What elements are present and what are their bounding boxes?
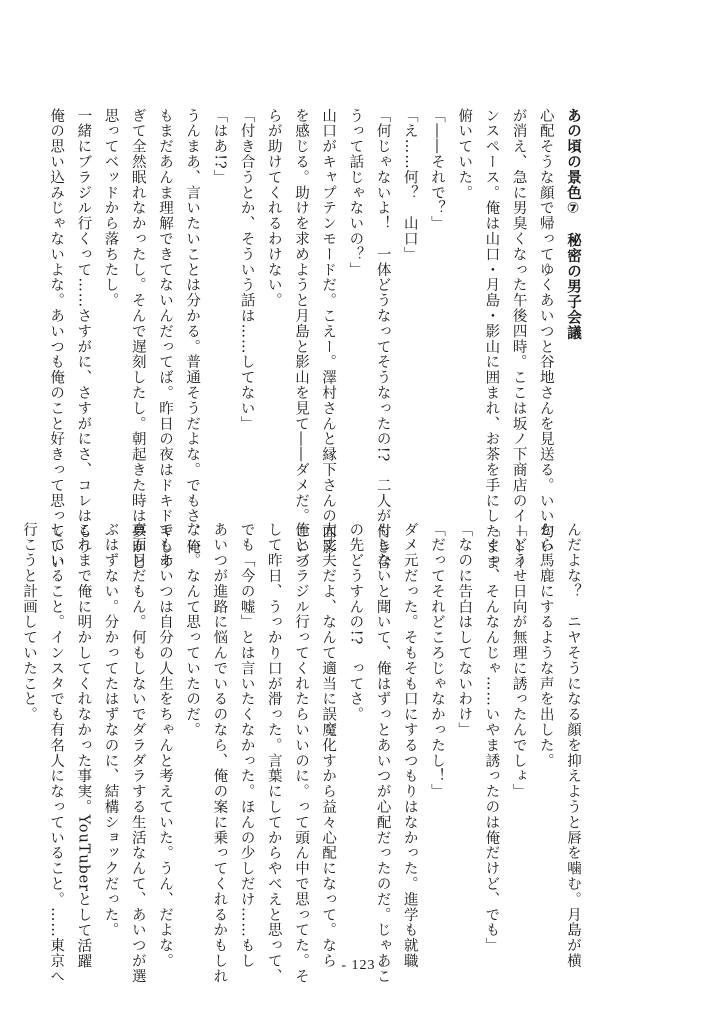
text-line: ダメ元だった。そもそも口にするつもりはなかった。進学も就職 bbox=[401, 522, 418, 969]
text-line: んだよな？ ニヤそうになる顔を抑えようと唇を噛む。月島が横 bbox=[565, 522, 581, 969]
upper-text-block bbox=[48, 108, 586, 571]
text-line: の先どうすんの!? ってさ。 bbox=[347, 522, 364, 723]
text-line: 「付き合うとか、そういう話は……してない」 bbox=[238, 108, 255, 432]
text-line: 山口がキャプテンモードだ。こえー。澤村さんと縁下さんの面影 bbox=[320, 108, 337, 555]
text-line: うって話じゃないの？」 bbox=[347, 108, 364, 278]
page-number: - 123 - bbox=[341, 958, 386, 973]
text-line: から馬鹿にするような声を出した。 bbox=[537, 522, 554, 769]
text-line: 俯いていた。 bbox=[456, 108, 473, 201]
text-line: 大丈夫だよ、なんて適当に誤魔化すから益々心配になって。なら bbox=[320, 522, 337, 969]
text-line: を感じる。助けを求めようと月島と影山を見て――ダメだ。こいつ bbox=[292, 108, 309, 570]
text-line: して昨日、うっかり口が滑った。言葉にしてからやべえと思って、 bbox=[265, 522, 282, 984]
text-line: うんまあ、言いたいことは分かる。普通そうだよな。でもさ、俺 bbox=[184, 108, 201, 555]
text-line: 「なのに告白はしてないわけ」 bbox=[456, 522, 473, 738]
text-line: ない。なんて思っていたのだ。 bbox=[184, 522, 201, 738]
text-line: もしないと聞いて、俺はずっとあいつが心配だったのだ。じゃあこ bbox=[374, 522, 391, 984]
text-line: 心配そうな顔で帰ってゆくあいつと谷地さんを見送る。いい匂い bbox=[537, 108, 554, 555]
text-line: でもあいつは自分の人生をちゃんと考えていた。うん、だよな。 bbox=[156, 522, 173, 969]
text-line: らが助けてくれるわけない。 bbox=[265, 108, 282, 309]
text-line: 「何じゃないよ！ 一体どうなってそうなったの!? 二人が付き合 bbox=[374, 108, 391, 571]
text-line: でも「今の嘘」とは言いたくなかった。ほんの少しだけ……もし bbox=[238, 522, 255, 969]
text-line: 「え……何？ 山口」 bbox=[401, 108, 418, 262]
text-line: 「ぐっ、そんなんじゃ……いやま誘ったのは俺だけど、でも」 bbox=[483, 522, 500, 954]
text-line: 思ってベッドから落ちたし。 bbox=[102, 108, 119, 309]
chapter-heading: あの頃の景色⑦ 秘密の男子会議 bbox=[565, 108, 581, 341]
text-line: 「はあ!?」 bbox=[211, 108, 228, 186]
text-line: が消え、急に男臭くなった午後四時。ここは坂ノ下商店のイートイ bbox=[510, 108, 527, 570]
text-line: していること。インスタでも有名人になっていること。……東京へ bbox=[48, 522, 65, 984]
text-line: 一緒にブラジル行くって……さすがに、さすがにさ、コレはもう bbox=[75, 108, 92, 555]
text-line: あいつが進路に悩んでいるのなら、俺の案に乗ってくれるかもしれ bbox=[211, 522, 228, 984]
text-line: ぶはずない。分かってたはずなのに、結構ショックだった。 bbox=[102, 522, 119, 938]
text-line: これまで俺に明かしてくれなかった事実。YouTuberとして活躍 bbox=[75, 522, 92, 969]
text-line: ンスペース。俺は山口・月島・影山に囲まれ、お茶を手にしたまま bbox=[483, 108, 500, 570]
text-line: 真面目だもん。何もしないでダラダラする生活なんて、あいつが選 bbox=[129, 522, 146, 984]
text-line: 「――それで？」 bbox=[428, 108, 445, 232]
text-line: 俺とブラジル行ってくれたらいいのに。って頭ん中で思ってた。そ bbox=[292, 522, 309, 984]
text-line: もまだあんま理解できてないんだってば。昨日の夜はドキドキしす bbox=[156, 108, 173, 570]
text-line: 「どうせ日向が無理に誘ったんでしょ」 bbox=[510, 522, 527, 800]
text-line: 行こうと計画していたこと。 bbox=[20, 522, 37, 723]
text-line: 「だってそれどころじゃなかったし！」 bbox=[428, 522, 445, 800]
text-line: ぎて全然眠れなかったし。そんで遅刻したし。朝起きた時は夢かと bbox=[129, 108, 146, 570]
text-line: 俺の思い込みじゃないよな。あいつも俺のこと好きって思っていい bbox=[48, 108, 65, 570]
